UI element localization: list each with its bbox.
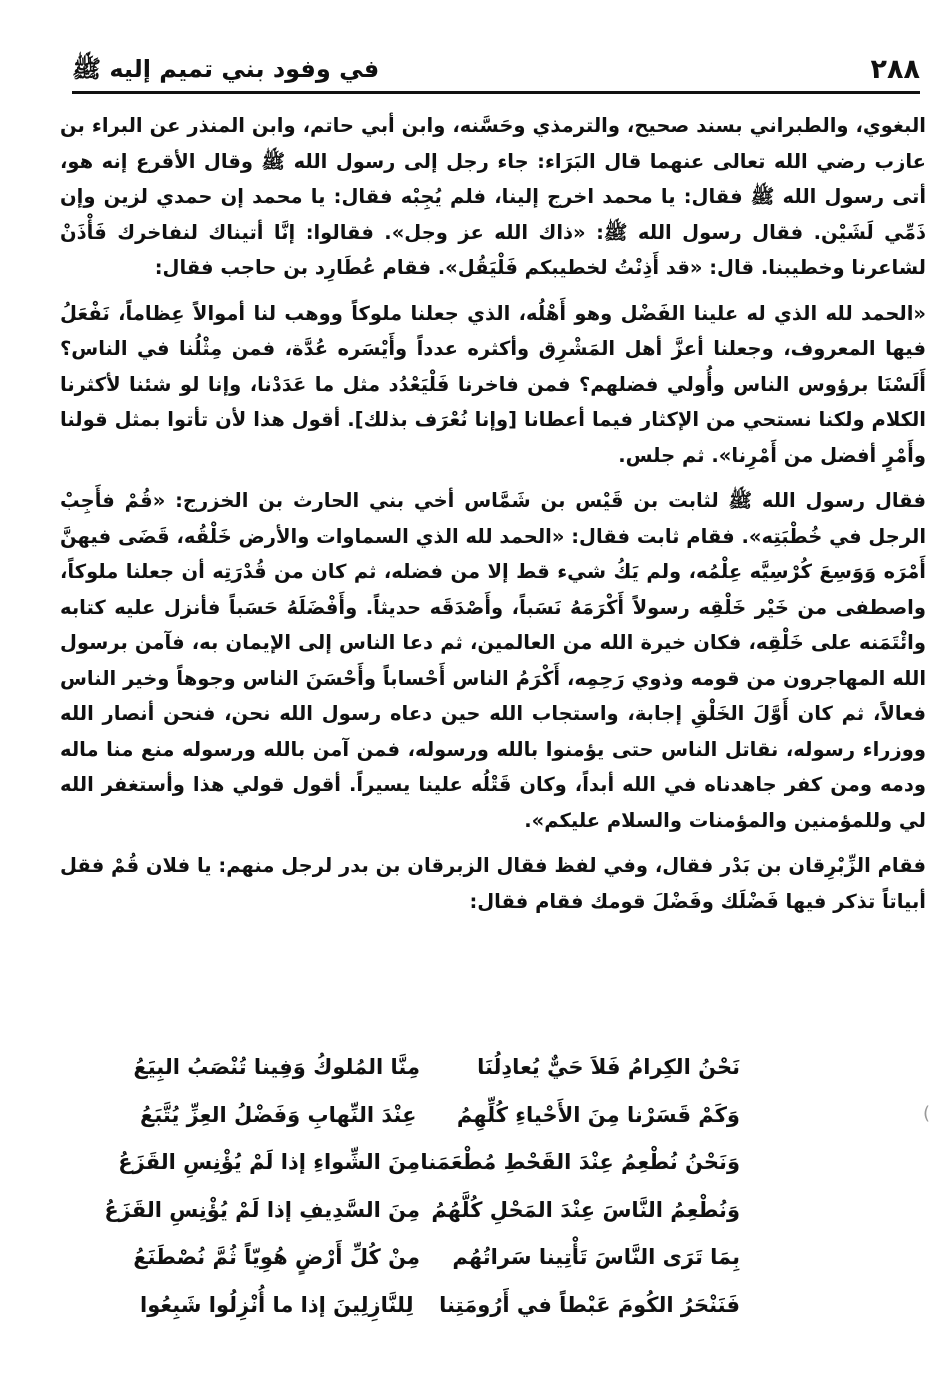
verse-line [118,1139,740,1187]
verse-second-hemistich: مِنَ الشِّواءِ إذا لَمْ يُؤْنِسِ القَزَعُ [118,1150,420,1174]
scan-edge-mark: ) [922,1103,930,1124]
paragraph-utarid-speech: «الحمد لله الذي له علينا الفَضْل وهو أَهْلُه، الذي جعلنا ملوكاً ووهب لنا أموالاً عِظاماً، نَفْعَلُ فيها المعروف، وجعلنا أعزَّ أهل المَشْرِق وأكثره عدداً وأَيْسَره عُدَّة، فمن مِثْلُنا في الناس؟ أَلَسْنَا برؤوس الناس وأُولي فضلهم؟ فمن فاخرنا فَلْيَعْدُد مثل ما عَدَدْنا، وإنا لو شئنا لأكثرنا الكلام ولكنا نستحي من الإكثار فيما أعطانا [وإنا نُعْرَف بذلك]. أقول هذا لأن تأتوا بمثل قولنا وأَمْرٍ أفضل من أَمْرِنا». ثم جلس. [60,301,926,467]
verse-first-hemistich: وَكَمْ قَسَرْنا مِنَ الأَحْياءِ كُلِّهِمُ [456,1102,740,1127]
verse-second-hemistich: عِنْدَ النِّهابِ وَفَضْلُ العِزِّ يُتَّبَعُ [140,1102,417,1127]
poem [104,1044,740,1329]
verse-first-hemistich: وَنَحْنُ نُطْعِمُ عِنْدَ القَحْطِ مُطْعَمَنا [420,1150,740,1174]
paragraph-isnad: البغوي، والطبراني بسند صحيح، والترمذي وحَسَّنه، وابن أبي حاتم، وابن المنذر عن البراء بن عازب رضي الله تعالى عنهما قال البَرَاء: جاء رجل إلى رسول الله ﷺ وقال الأقرع إنه هو، أتى رسول الله ﷺ فقال: يا محمد اخرج إلينا، فلم يُجِبْه فقال: يا محمد إن حمدي لزين وإن ذَمِّي لَشَيْن. فقال رسول الله ﷺ: «ذاك الله عز وجل». فقالوا: إنَّا أتيناك لنفاخرك فَأْذَنْ لشاعرنا وخطيبنا. قال: «قد أَذِنْتُ لخطيبكم فَلْيَقُل». فقام عُطَارِد بن حاجب فقال: [60,114,926,279]
page-header [72,48,920,94]
verse-line [133,1044,740,1092]
header-rule [72,91,920,94]
verse-line [104,1187,740,1235]
verse-first-hemistich: وَنُطْعِمُ النَّاسَ عِنْدَ المَحْلِ كُلَّهُمُ [431,1197,740,1222]
verse-line [133,1234,740,1282]
body-text [60,108,926,919]
verse-first-hemistich: فَنَنْحَرُ الكُومَ عَبْطاً في أَرُومَتِنا [439,1292,740,1317]
verse-second-hemistich: مِنَّا المُلوكُ وَفِينا تُنْصَبُ البِيَعُ [133,1055,420,1079]
page-number: ٢٨٨ [870,54,920,85]
verse-line [140,1282,740,1330]
verse-second-hemistich: مِنَ السَّدِيفِ إذا لَمْ يُؤْنِسِ القَزَعُ [104,1197,420,1222]
paragraph-thabit-speech: فقال رسول الله ﷺ لثابت بن قَيْس بن شَمَّاس أخي بني الحارث بن الخزرج: «قُمْ فأَجِبْ الرجل في خُطْبَتِه». فقام ثابت فقال: «الحمد لله الذي السماوات والأرض خَلْقُه، قَضَى فيهنَّ أَمْرَه وَوَسِعَ كُرْسِيَّه عِلْمُه، ولم يَكُ شيء قط إلا من فضله، ثم كان من قُدْرَتِه أن جعلنا ملوكاً، واصطفى من خَيْر خَلْقِه رسولاً أَكْرَمَهُ نَسَباً، وأَصْدَقَه حديثاً. وأَفْضَلَهُ حَسَباً فأنزل عليه كتابه وائْتَمَنه على خَلْقِه، فكان خيرة الله من العالمين، ثم دعا الناس إلى الإيمان به، فآمن برسول الله المهاجرون من قومه وذوي رَحِمِه، أَكْرَمُ الناس أَحْساباً وأَحْسَنَ الناس وجوهاً وخير الناس فعالاً، ثم كان أَوَّلَ الخَلْقِ إجابة، واستجاب الله حين دعاه رسول الله نحن، فنحن أنصار الله ووزراء رسوله، نقاتل الناس حتى يؤمنوا بالله ورسوله، فمن آمن بالله ورسوله منع منا ماله ودمه ومن كفر جاهدناه في الله أبداً، وكان قَتْلُه علينا يسيراً. أقول قولي هذا وأستغفر الله لي وللمؤمنين والمؤمنات والسلام عليكم». [60,489,926,832]
paragraph-zibriqan-intro: فقام الزِّبْرِقان بن بَدْر فقال، وفي لفظ فقال الزبرقان بن بدر لرجل منهم: يا فلان قُمْ فقل أبياتاً تذكر فيها فَضْلَك وفَضْلَ قومك فقام فقال: [60,854,926,913]
verse-first-hemistich: نَحْنُ الكِرامُ فَلاَ حَيٌّ يُعادِلُنَا [477,1055,740,1079]
verse-second-hemistich: لِلنَّازِلِينَ إذا ما أُنْزِلُوا شَبِعُوا [140,1292,414,1317]
running-title: في وفود بني تميم إليه ﷺ [72,55,380,83]
verse-second-hemistich: مِنْ كُلِّ أَرْضٍ هُوِيّاً ثُمَّ نُصْطَنَعُ [133,1245,420,1269]
verse-line [140,1092,740,1140]
verse-first-hemistich: بِمَا تَرَى النَّاسَ تَأْتِينا سَراتُهُم [452,1245,740,1269]
